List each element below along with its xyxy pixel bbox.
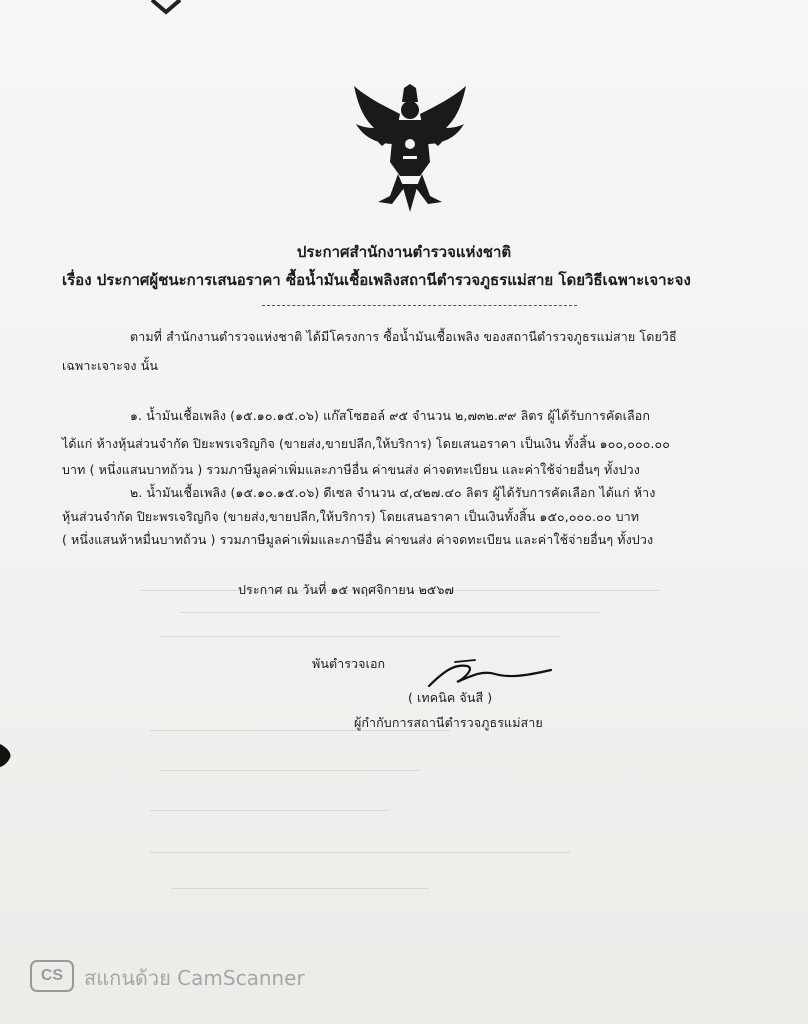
bleed-through-line	[180, 612, 600, 613]
edge-ink-blot	[0, 742, 12, 768]
bleed-through-line	[150, 852, 570, 853]
intro-line: เฉพาะเจาะจง นั้น	[62, 358, 158, 373]
signer-rank: พันตำรวจเอก	[312, 656, 386, 671]
signer-name: ( เทคนิค จันสี )	[408, 690, 493, 705]
corner-ink-mark	[150, 0, 190, 16]
item-2-line: หุ้นส่วนจำกัด ปิยะพรเจริญกิจ (ขายส่ง,ขายปลีก,ให้บริการ) โดยเสนอราคา เป็นเงินทั้งสิ้น ๑๕๐,๐๐๐.๐๐ บาท	[62, 509, 640, 524]
item-2-line: ๒. น้ำมันเชื้อเพลิง (๑๕.๑๐.๑๕.๐๖) ดีเซล จำนวน ๔,๔๒๗.๔๐ ลิตร ผู้ได้รับการคัดเลือก ได้แก่ ห้าง	[130, 485, 656, 500]
item-1-line: บาท ( หนึ่งแสนบาทถ้วน ) รวมภาษีมูลค่าเพิ่มและภาษีอื่น ค่าขนส่ง ค่าจดทะเบียน และค่าใช้จ่ายอื่นๆ ทั้งปวง	[62, 462, 640, 477]
item-1-line: ๑. น้ำมันเชื้อเพลิง (๑๕.๑๐.๑๕.๐๖) แก๊สโซฮอล์ ๙๕ จำนวน ๒,๗๓๒.๙๙ ลิตร ผู้ได้รับการคัดเลือก	[130, 408, 651, 423]
bleed-through-line	[160, 770, 420, 771]
item-2-line: ( หนึ่งแสนห้าหมื่นบาทถ้วน ) รวมภาษีมูลค่าเพิ่มและภาษีอื่น ค่าขนส่ง ค่าจดทะเบียน และค่าใช้จ่ายอื่นๆ ทั้งปวง	[62, 532, 654, 547]
signer-position: ผู้กำกับการสถานีตำรวจภูธรแม่สาย	[354, 715, 543, 730]
announcement-title: ประกาศสำนักงานตำรวจแห่งชาติ	[296, 243, 512, 261]
camscanner-logo-icon: CS	[30, 960, 74, 992]
announce-date: ประกาศ ณ วันที่ ๑๕ พฤศจิกายน ๒๕๖๗	[238, 582, 455, 597]
bleed-through-line	[150, 810, 390, 811]
camscanner-watermark: สแกนด้วย CamScanner	[84, 966, 305, 990]
bleed-through-line	[160, 636, 560, 637]
bleed-through-line	[170, 888, 430, 889]
announcement-subject: เรื่อง ประกาศผู้ชนะการเสนอราคา ซื้อน้ำมันเชื้อเพลิงสถานีตำรวจภูธรแม่สาย โดยวิธีเฉพาะเจาะจง	[62, 271, 691, 289]
item-1-line: ได้แก่ ห้างหุ้นส่วนจำกัด ปิยะพรเจริญกิจ (ขายส่ง,ขายปลีก,ให้บริการ) โดยเสนอราคา เป็นเงิน ทั้งสิ้น ๑๐๐,๐๐๐.๐๐	[62, 436, 670, 451]
garuda-emblem-icon	[348, 84, 472, 214]
title-divider	[262, 305, 577, 306]
intro-line: ตามที่ สำนักงานตำรวจแห่งชาติ ได้มีโครงการ ซื้อน้ำมันเชื้อเพลิง ของสถานีตำรวจภูธรแม่สาย โดยวิธี	[130, 329, 677, 344]
